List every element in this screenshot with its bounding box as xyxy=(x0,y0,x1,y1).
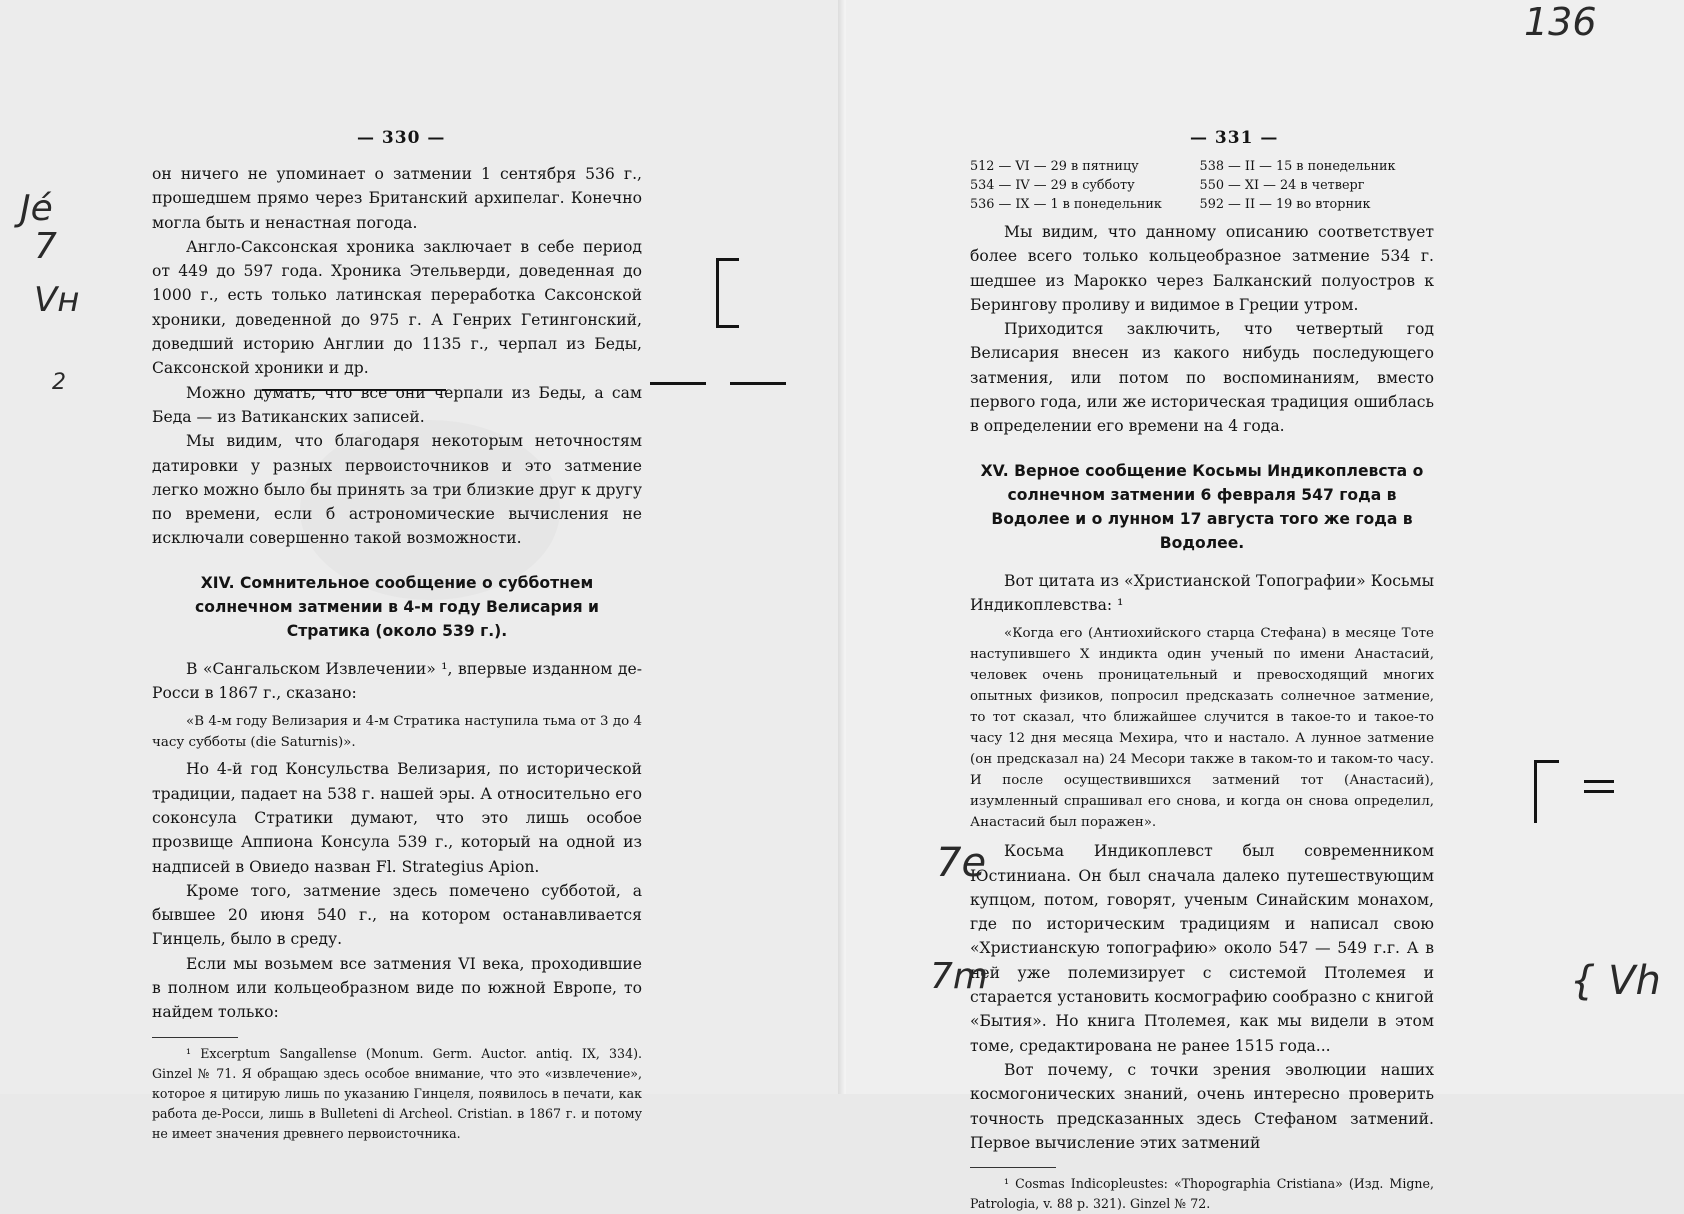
handwritten-mark: { Vh xyxy=(1570,958,1661,1004)
paragraph: Вот почему, с точки зрения эволюции наших космогонических знаний, очень интересно проверить точность предсказанных здесь Стефаном затмений. Первое вычисление этих затмений xyxy=(970,1060,1434,1152)
handwritten-bracket xyxy=(1534,760,1559,823)
paragraph: Но 4-й год Консульства Велизария, по исторической традиции, падает на 538 г. нашей эры. А относительно его соконсула Стратики думают, что это лишь особое прозвище Аппиона Консула 539 г., который на одной из надписей в Овиедо назван Fl. Strategius Apion. xyxy=(152,760,642,876)
page-number: — 331 — xyxy=(1190,128,1279,148)
paragraph: Можно думать, что все они черпали из Беды, а сам Беда — из Ватиканских записей. xyxy=(152,383,642,426)
page-number: — 330 — xyxy=(357,128,446,148)
eclipse-row xyxy=(970,176,1434,195)
eclipse-entry: 592 — II — 19 во вторник xyxy=(1199,197,1371,212)
paragraph: Мы видим, что благодаря некоторым неточностям датировки у разных первоисточников и это затмение легко можно было бы принять за три близкие друг к другу по времени, если б астрономические вычисления не исключали совершенно такой возможности. xyxy=(152,432,642,548)
paragraph: Если мы возьмем все затмения VI века, проходившие в полном или кольцеобразном виде по южной Европе, то найдем только: xyxy=(152,954,642,1022)
paragraph: Приходится заключить, что четвертый год Велисария внесен из какого нибудь последующего затмения, или потом по воспоминаниям, вместо первого года, или же историческая традиция ошиблась в определении его времени на 4 года. xyxy=(970,320,1434,436)
eclipse-row xyxy=(970,157,1434,176)
paragraph: Косьма Индикоплевст был современником Юстиниана. Он был сначала далеко путешествующим купцом, потом, говорят, ученым Синайским монахом, где по историческим традициям и написал свою «Христианскую топографию» около 547 — 549 г.г. А в ней уже полемизирует с системой Птолемея и старается установить космографию сообразно с книгой «Бытия». Но книга Птолемея, как мы видели в этом томе, средактирована не ранее 1515 года... xyxy=(970,842,1434,1055)
eclipse-entry: 534 — IV — 29 в субботу xyxy=(970,178,1135,193)
paragraph: Англо-Саксонская хроника заключает в себе период от 449 до 597 года. Хроника Этельверди, доведенная до 1000 г., есть только латинская переработка Саксонской хроники, доведенной до 975 г. А Генрих Гетингонский, доведший историю Англии до 1135 г., черпал из Беды, Саксонской хроники и др. xyxy=(152,237,642,378)
footnote: ¹ Cosmas Indicopleustes: «Thopographia Cristiana» (Изд. Migne, Patrologia, v. 88 p. 321). Ginzel № 72. xyxy=(970,1176,1434,1212)
quote: «В 4-м году Велизария и 4-м Стратика наступила тьма от 3 до 4 часу субботы (die Saturnis)». xyxy=(152,714,642,751)
right-text-column xyxy=(970,157,1434,1214)
eclipse-list xyxy=(970,157,1434,214)
section-heading: XIV. Сомнительное сообщение о субботнем солнечном затмении в 4-м году Велисария и Стратика (около 539 г.). xyxy=(195,573,599,640)
left-page xyxy=(0,0,846,1141)
handwritten-line xyxy=(730,382,786,385)
handwritten-mark: 7e xyxy=(936,840,987,886)
handwritten-line xyxy=(1584,780,1614,783)
eclipse-entry: 550 — XI — 24 в четверг xyxy=(1199,178,1365,193)
section-heading: XV. Верное сообщение Косьмы Индикоплевста о солнечном затмении 6 февраля 547 года в Водолее и о лунном 17 августа того же года в Водолее. xyxy=(980,461,1424,552)
right-page xyxy=(846,0,1684,1212)
handwritten-underline xyxy=(262,389,446,391)
footnote-divider xyxy=(970,1167,1056,1168)
handwritten-line xyxy=(650,382,706,385)
eclipse-row xyxy=(970,195,1434,214)
paragraph: Вот цитата из «Христианской Топографии» Косьмы Индикоплевства: ¹ xyxy=(970,571,1434,614)
left-text-column xyxy=(152,162,642,1144)
paragraph: В «Сангальском Извлечении» ¹, впервые изданном де-Росси в 1867 г., сказано: xyxy=(152,659,642,703)
handwritten-bracket xyxy=(716,258,739,328)
paragraph: он ничего не упоминает о затмении 1 сентября 536 г., прошедшем прямо через Британский архипелаг. Конечно могла быть и ненастная погода. xyxy=(152,165,642,232)
handwritten-mark: Vн xyxy=(34,280,80,320)
handwritten-mark: Jé xyxy=(20,188,53,229)
eclipse-entry: 538 — II — 15 в понедельник xyxy=(1199,159,1396,174)
handwritten-mark: 7m xyxy=(930,956,988,997)
quote: «Когда его (Антиохийского старца Стефана) в месяце Тоте наступившего X индикта один ученый по имени Анастасий, человек очень проницательный и превосходящий многих опытных физиков, попросил предсказать солнечное затмение, то тот сказал, что ближайшее случится в такое-то и такое-то часу 12 дня месяца Мехира, что и настало. А лунное затмение (он предсказал на) 24 Месори также в таком-то и таком-то часу. И после осуществившихся затмений тот (Анастасий), изумленный спрашивал его снова, и когда он снова определил, Анастасий был поражен». xyxy=(970,626,1434,831)
handwritten-mark: 2 xyxy=(52,370,66,395)
footnote: ¹ Excerptum Sangallense (Monum. Germ. Auctor. antiq. IX, 334). Ginzel № 71. Я обращаю здесь особое внимание, что это «извлечение», которое я цитирую лишь по указанию Гинцеля, появилось в печати, как работа де-Росси, лишь в Bulleteni di Archeol. Cristian. в 1867 г. и потому не имеет значения древнего первоисточника. xyxy=(152,1045,642,1141)
eclipse-entry: 512 — VI — 29 в пятницу xyxy=(970,159,1139,174)
eclipse-entry: 536 — IX — 1 в понедельник xyxy=(970,197,1162,212)
handwritten-line xyxy=(1584,790,1614,793)
paragraph: Мы видим, что данному описанию соответствует более всего только кольцеобразное затмение 534 г. шедшее из Марокко через Балканский полуостров к Берингову проливу и видимое в Греции утром. xyxy=(970,223,1434,314)
handwritten-mark: 7 xyxy=(34,226,57,267)
handwritten-mark: 136 xyxy=(1524,0,1597,44)
footnote-divider xyxy=(152,1037,238,1038)
paragraph: Кроме того, затмение здесь помечено субботой, а бывшее 20 июня 540 г., на котором останавливается Гинцель, было в среду. xyxy=(152,881,642,949)
